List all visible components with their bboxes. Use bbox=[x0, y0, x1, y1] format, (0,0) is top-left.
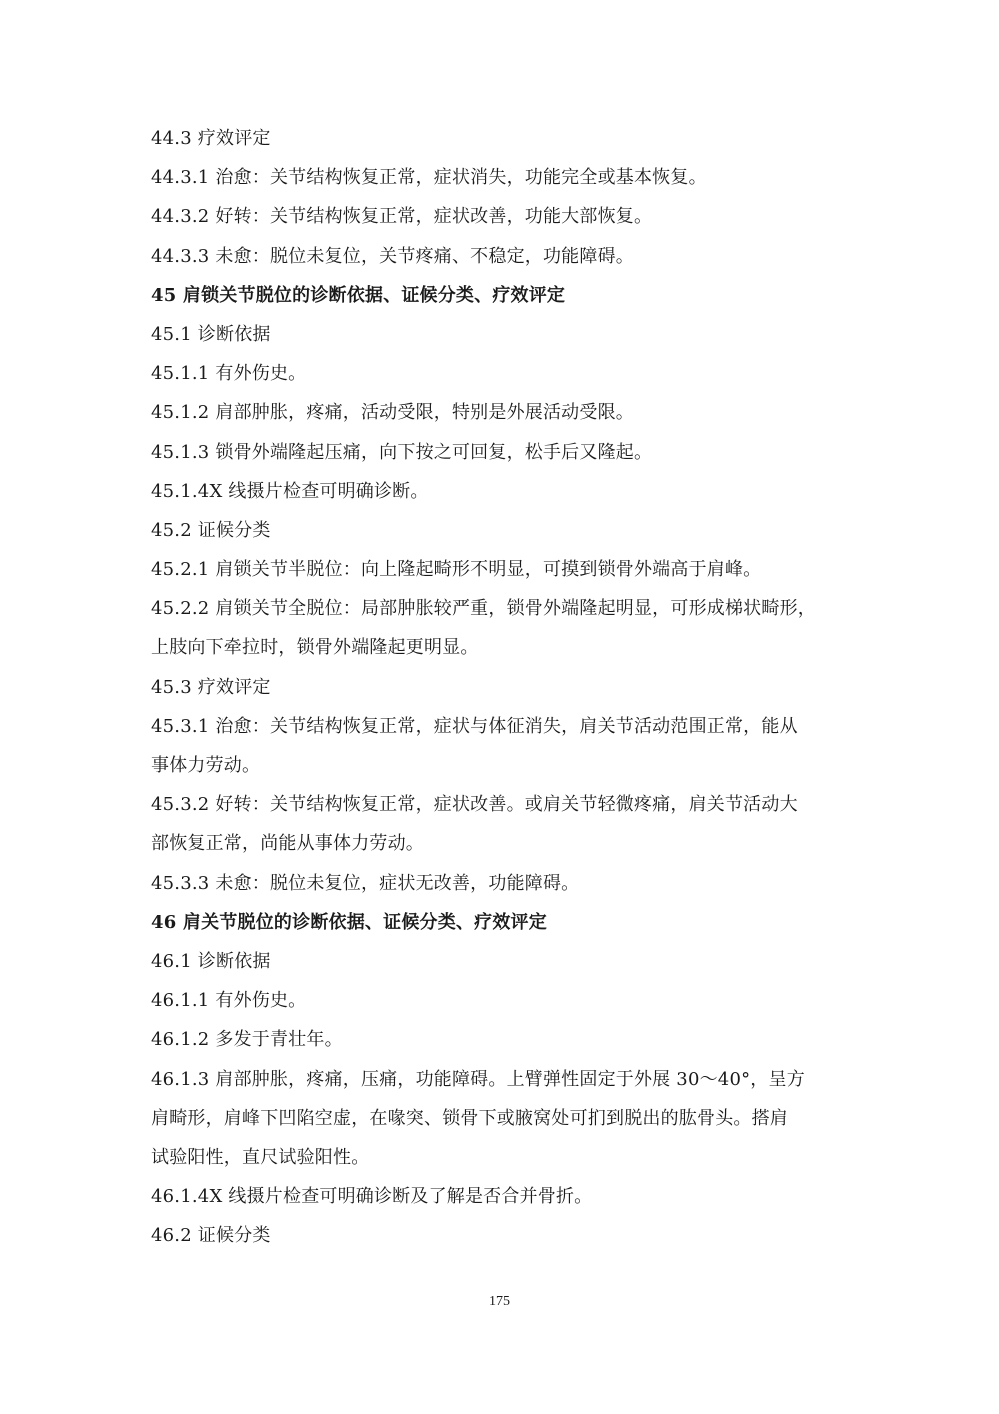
section-heading-44-3: 44.3 疗效评定 bbox=[151, 128, 271, 149]
paragraph-46-1-3-cont-1: 肩畸形，肩峰下凹陷空虚，在喙突、锁骨下或腋窝处可扪到脱出的肱骨头。搭肩 bbox=[151, 1107, 788, 1129]
paragraph-44-3-2: 44.3.2 好转：关节结构恢复正常，症状改善，功能大部恢复。 bbox=[151, 206, 653, 228]
paragraph-45-2-1: 45.2.1 肩锁关节半脱位：向上隆起畸形不明显，可摸到锁骨外端高于肩峰。 bbox=[151, 559, 762, 581]
section-heading-45-2: 45.2 证候分类 bbox=[151, 519, 271, 541]
paragraph-44-3-1: 44.3.1 治愈：关节结构恢复正常，症状消失，功能完全或基本恢复。 bbox=[151, 167, 707, 189]
section-heading-45-1: 45.1 诊断依据 bbox=[151, 323, 271, 345]
paragraph-45-3-1: 45.3.1 治愈：关节结构恢复正常，症状与体征消失，肩关节活动范围正常，能从 bbox=[151, 715, 798, 737]
paragraph-46-1-4: 46.1.4X 线摄片检查可明确诊断及了解是否合并骨折。 bbox=[151, 1186, 593, 1208]
paragraph-45-1-1: 45.1.1 有外伤史。 bbox=[151, 363, 307, 385]
paragraph-45-3-1-cont: 事体力劳动。 bbox=[151, 755, 261, 776]
section-heading-46-1: 46.1 诊断依据 bbox=[151, 950, 271, 972]
paragraph-45-2-2: 45.2.2 肩锁关节全脱位：局部肿胀较严重，锁骨外端隆起明显，可形成梯状畸形， bbox=[151, 598, 816, 620]
chapter-heading-46: 46 肩关节脱位的诊断依据、证候分类、疗效评定 bbox=[151, 911, 547, 933]
paragraph-46-1-3: 46.1.3 肩部肿胀，疼痛，压痛，功能障碍。上臂弹性固定于外展 30～40°，呈方 bbox=[151, 1068, 805, 1090]
paragraph-46-1-2: 46.1.2 多发于青壮年。 bbox=[151, 1029, 343, 1051]
paragraph-45-1-2: 45.1.2 肩部肿胀，疼痛，活动受限，特别是外展活动受限。 bbox=[151, 402, 634, 424]
paragraph-46-1-1: 46.1.1 有外伤史。 bbox=[151, 990, 307, 1012]
paragraph-46-1-3-cont-2: 试验阳性，直尺试验阳性。 bbox=[151, 1146, 370, 1168]
chapter-heading-45: 45 肩锁关节脱位的诊断依据、证候分类、疗效评定 bbox=[151, 284, 566, 306]
paragraph-45-3-2-cont: 部恢复正常，尚能从事体力劳动。 bbox=[151, 833, 424, 855]
page-number: 175 bbox=[489, 1294, 510, 1309]
paragraph-45-2-2-cont: 上肢向下牵拉时，锁骨外端隆起更明显。 bbox=[151, 637, 479, 659]
paragraph-45-3-3: 45.3.3 未愈：脱位未复位，症状无改善，功能障碍。 bbox=[151, 872, 580, 894]
section-heading-46-2: 46.2 证候分类 bbox=[151, 1225, 271, 1247]
document-body bbox=[151, 119, 851, 1255]
paragraph-45-3-2: 45.3.2 好转：关节结构恢复正常，症状改善。或肩关节轻微疼痛，肩关节活动大 bbox=[151, 794, 798, 816]
paragraph-45-1-3: 45.1.3 锁骨外端隆起压痛，向下按之可回复，松手后又隆起。 bbox=[151, 441, 653, 463]
paragraph-45-1-4: 45.1.4X 线摄片检查可明确诊断。 bbox=[151, 480, 429, 502]
paragraph-44-3-3: 44.3.3 未愈：脱位未复位，关节疼痛、不稳定，功能障碍。 bbox=[151, 245, 634, 267]
section-heading-45-3: 45.3 疗效评定 bbox=[151, 676, 271, 698]
